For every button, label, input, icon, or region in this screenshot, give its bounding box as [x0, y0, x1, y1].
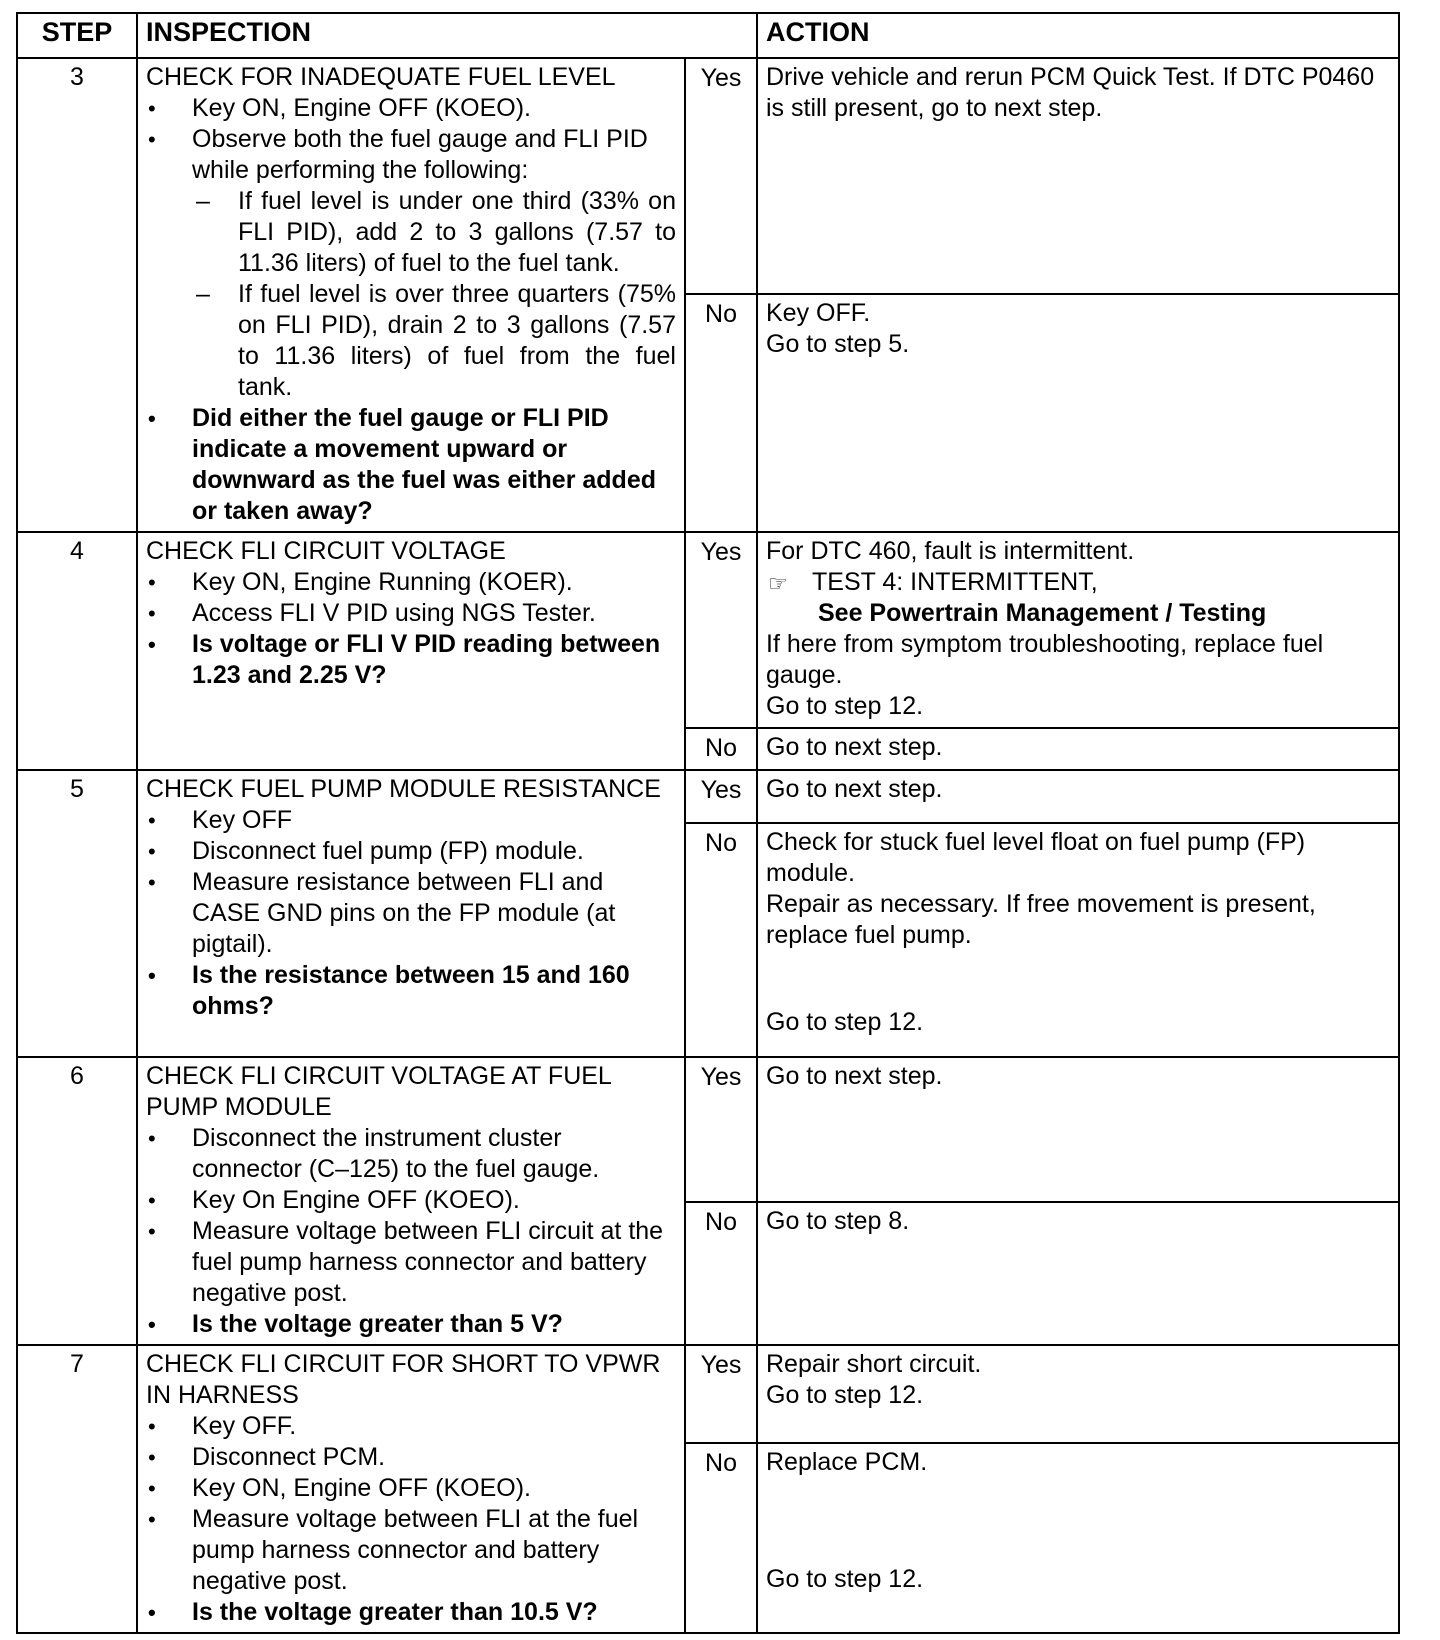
action-line: Drive vehicle and rerun PCM Quick Test. If DTC P0460 is still present, go to next step.: [766, 63, 1375, 122]
bullet-list: [146, 1411, 676, 1628]
no-action: [757, 294, 1399, 532]
yes-label: Yes: [685, 1345, 757, 1443]
yes-label: Yes: [685, 58, 757, 294]
step-number: 7: [17, 1345, 137, 1633]
step-number: 6: [17, 1057, 137, 1345]
dash-item: – If fuel level is over three quarters (75% on FLI PID), drain 2 to 3 gallons (7.57 to 11.36 liters) of fuel from the fuel tank.: [192, 279, 676, 403]
yes-action: [757, 1057, 1399, 1202]
action-line: Go to step 5.: [766, 329, 910, 358]
action-line: For DTC 460, fault is intermittent.: [766, 537, 1135, 565]
action-line: Go to step 8.: [766, 1207, 910, 1236]
step-number: 5: [17, 770, 137, 1057]
step-title: CHECK FLI CIRCUIT VOLTAGE: [146, 537, 506, 565]
step-3-inspection: [137, 58, 685, 532]
action-line: Go to step 12.: [766, 1381, 924, 1409]
bullet-list: [146, 93, 676, 527]
action-line: Check for stuck fuel level float on fuel pump (FP) module.: [766, 828, 1306, 887]
header-row: [17, 13, 1399, 58]
action-line: Replace PCM.: [766, 1448, 928, 1477]
bullet-item: • Key On Engine OFF (KOEO).: [146, 1185, 676, 1216]
action-line: Repair as necessary. If free movement is present, replace fuel pump.: [766, 890, 1316, 949]
no-action: [757, 1443, 1399, 1633]
bullet-item: • Measure voltage between FLI at the fuel pump harness connector and battery negative post.: [146, 1504, 676, 1597]
action-line: Repair short circuit.: [766, 1350, 982, 1378]
dash-item: – If fuel level is under one third (33% on FLI PID), add 2 to 3 gallons (7.57 to 11.36 liters) of fuel to the fuel tank.: [192, 186, 676, 279]
action-line: If here from symptom troubleshooting, replace fuel gauge.: [766, 630, 1324, 689]
step-number: 3: [17, 58, 137, 532]
step-number: 4: [17, 532, 137, 770]
reference-text: TEST 4: INTERMITTENT,: [812, 568, 1098, 596]
no-action: [757, 1202, 1399, 1345]
inspection-header: INSPECTION: [137, 13, 757, 58]
no-action: [757, 728, 1399, 770]
bullet-item: • Key ON, Engine Running (KOER).: [146, 567, 676, 598]
bullet-item: • Disconnect fuel pump (FP) module.: [146, 836, 676, 867]
action-line: Go to next step.: [766, 1062, 943, 1090]
no-label: No: [685, 1443, 757, 1633]
bullet-item: • Disconnect PCM.: [146, 1442, 676, 1473]
no-action: [757, 823, 1399, 1057]
bullet-list: [146, 805, 676, 1022]
question-item: • Is the voltage greater than 5 V?: [146, 1309, 676, 1340]
no-label: No: [685, 728, 757, 770]
bullet-item: • Disconnect the instrument cluster connector (C–125) to the fuel gauge.: [146, 1123, 676, 1185]
action-line: Go to step 12.: [766, 692, 924, 720]
question-item: • Is the resistance between 15 and 160 ohms?: [146, 960, 676, 1022]
action-line: Go to step 12.: [766, 1565, 924, 1594]
step-6-inspection: [137, 1057, 685, 1345]
test-reference: [766, 567, 1390, 598]
diagnostic-table-sheet: [16, 12, 1398, 1634]
reference-subtitle: See Powertrain Management / Testing: [818, 599, 1267, 627]
no-label: No: [685, 294, 757, 532]
bullet-item: • Key OFF.: [146, 1411, 676, 1442]
diagnostic-table: [16, 12, 1400, 1634]
action-line: Key OFF.: [766, 298, 871, 327]
action-line: Go to next step.: [766, 733, 943, 761]
step-title: CHECK FLI CIRCUIT VOLTAGE AT FUEL PUMP MODULE: [146, 1062, 611, 1121]
yes-action: [757, 58, 1399, 294]
yes-action: [757, 532, 1399, 728]
step-4-inspection: [137, 532, 685, 770]
no-label: No: [685, 823, 757, 1057]
yes-label: Yes: [685, 532, 757, 728]
bullet-list: [146, 1123, 676, 1340]
step-4-yes-row: [17, 532, 1399, 728]
step-header: STEP: [17, 13, 137, 58]
step-title: CHECK FUEL PUMP MODULE RESISTANCE: [146, 775, 661, 803]
bullet-item: • Measure voltage between FLI circuit at the fuel pump harness connector and battery negative post.: [146, 1216, 676, 1309]
action-header: ACTION: [757, 13, 1399, 58]
bullet-item: • Measure resistance between FLI and CASE GND pins on the FP module (at pigtail).: [146, 867, 676, 960]
step-title: CHECK FOR INADEQUATE FUEL LEVEL: [146, 63, 616, 91]
bullet-list: [146, 567, 676, 691]
step-6-yes-row: [17, 1057, 1399, 1202]
step-5-inspection: [137, 770, 685, 1057]
no-label: No: [685, 1202, 757, 1345]
bullet-text: Observe both the fuel gauge and FLI PID while performing the following:: [192, 125, 648, 184]
bullet-item: • Key ON, Engine OFF (KOEO).: [146, 93, 676, 124]
bullet-item: [146, 124, 676, 403]
question-item: • Is the voltage greater than 10.5 V?: [146, 1597, 676, 1628]
step-7-yes-row: [17, 1345, 1399, 1443]
step-3-yes-row: [17, 58, 1399, 294]
pointing-hand-icon: ☞: [768, 571, 788, 596]
bullet-item: • Key ON, Engine OFF (KOEO).: [146, 1473, 676, 1504]
question-item: • Did either the fuel gauge or FLI PID indicate a movement upward or downward as the fuel was either added or taken away?: [146, 403, 676, 527]
step-7-inspection: [137, 1345, 685, 1633]
action-line: Go to next step.: [766, 775, 943, 803]
yes-label: Yes: [685, 770, 757, 823]
yes-action: [757, 1345, 1399, 1443]
yes-action: [757, 770, 1399, 823]
dash-list: [192, 186, 676, 403]
step-title: CHECK FLI CIRCUIT FOR SHORT TO VPWR IN HARNESS: [146, 1350, 661, 1409]
bullet-item: • Access FLI V PID using NGS Tester.: [146, 598, 676, 629]
action-line: Go to step 12.: [766, 1008, 924, 1036]
question-item: • Is voltage or FLI V PID reading between 1.23 and 2.25 V?: [146, 629, 676, 691]
yes-label: Yes: [685, 1057, 757, 1202]
bullet-item: • Key OFF: [146, 805, 676, 836]
step-5-yes-row: [17, 770, 1399, 823]
